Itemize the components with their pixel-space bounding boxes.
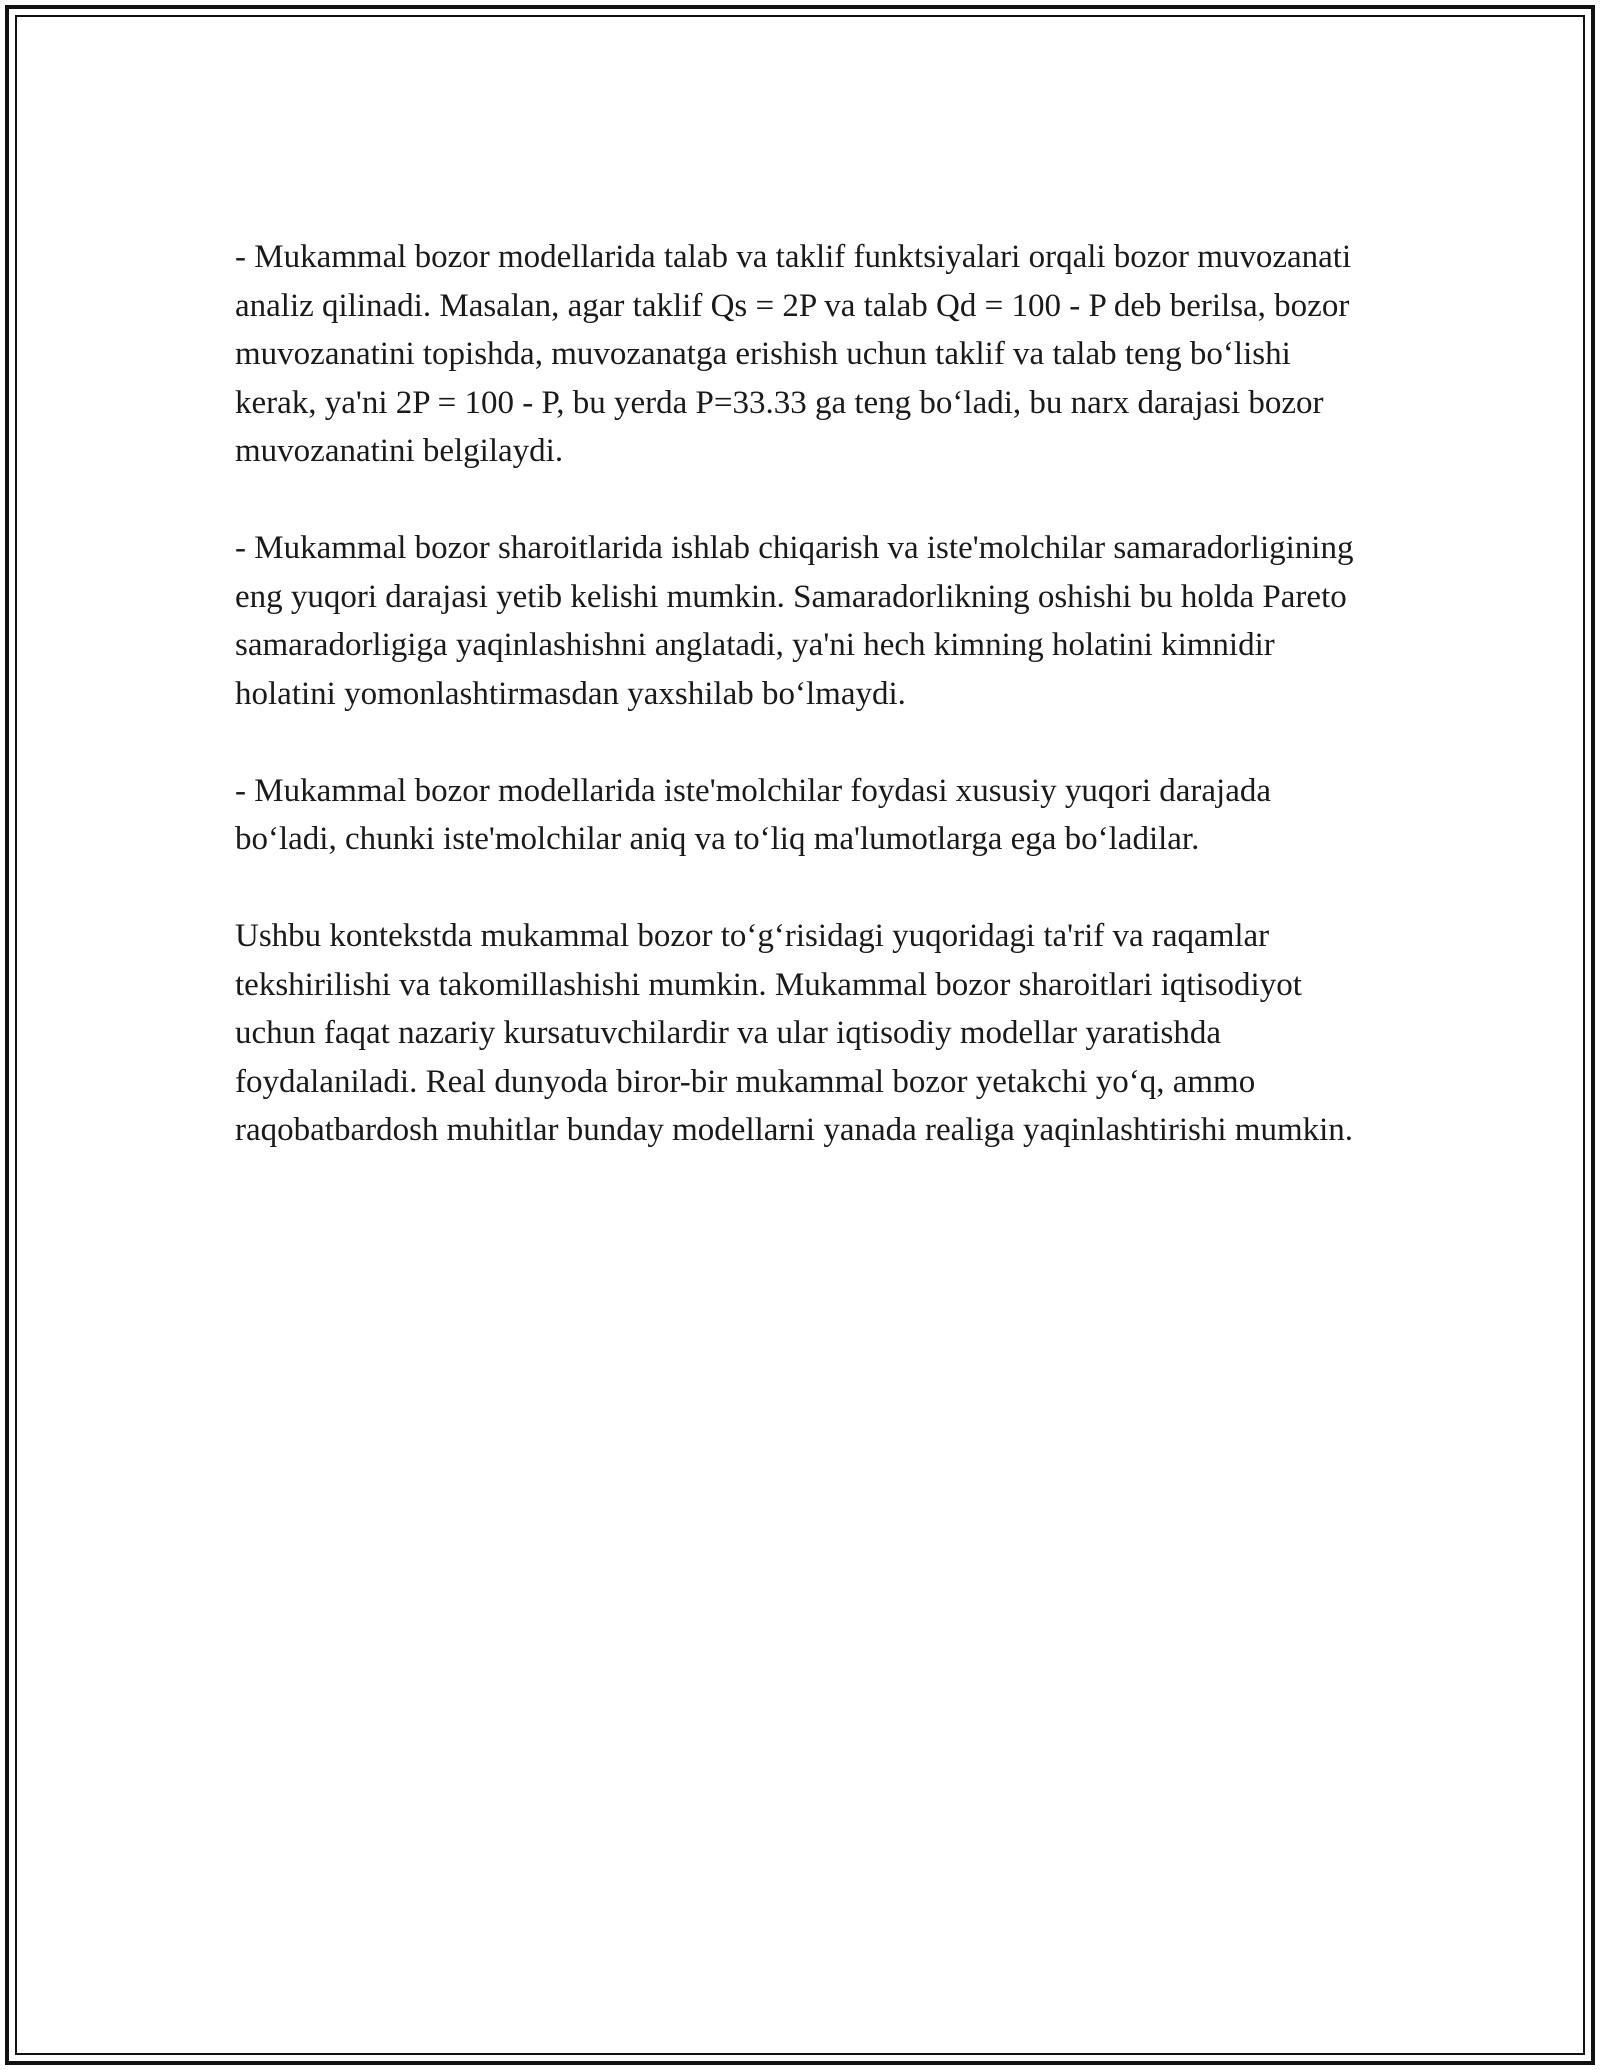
- document-body: [235, 233, 1375, 1203]
- paragraph-pareto-efficiency: - Mukammal bozor sharoitlarida ishlab chiqarish va iste'molchilar samaradorligining eng yuqori darajasi yetib kelishi mumkin. Samaradorlikning oshishi bu holda Pareto samaradorligiga yaqinlashishni anglatadi, ya'ni hech kimning holatini kimnidir holatini yomonlashtirmasdan yaxshilab bo‘lmaydi.: [235, 530, 1354, 712]
- paragraph-market-equilibrium: - Mukammal bozor modellarida talab va taklif funktsiyalari orqali bozor muvozanati analiz qilinadi. Masalan, agar taklif Qs = 2P va talab Qd = 100 - P deb berilsa, bozor muvozanatini topishda, muvozanatga erishish uchun taklif va talab teng bo‘lishi kerak, ya'ni 2P = 100 - P, bu yerda P=33.33 ga teng bo‘ladi, bu narx darajasi bozor muvozanatini belgilaydi.: [235, 239, 1352, 469]
- paragraph-conclusion: Ushbu kontekstda mukammal bozor to‘g‘risidagi yuqoridagi ta'rif va raqamlar tekshirilishi va takomillashishi mumkin. Mukammal bozor sharoitlari iqtisodiyot uchun faqat nazariy kursatuvchilardir va ular iqtisodiy modellar yaratishda foydalaniladi. Real dunyoda biror-bir mukammal bozor yetakchi yo‘q, ammo raqobatbardosh muhitlar bunday modellarni yanada realiga yaqinlashtirishi mumkin.: [235, 918, 1354, 1148]
- paragraph-consumer-benefit: - Mukammal bozor modellarida iste'molchilar foydasi xususiy yuqori darajada bo‘ladi, chunki iste'molchilar aniq va to‘liq ma'lumotlarga ega bo‘ladilar.: [235, 772, 1272, 857]
